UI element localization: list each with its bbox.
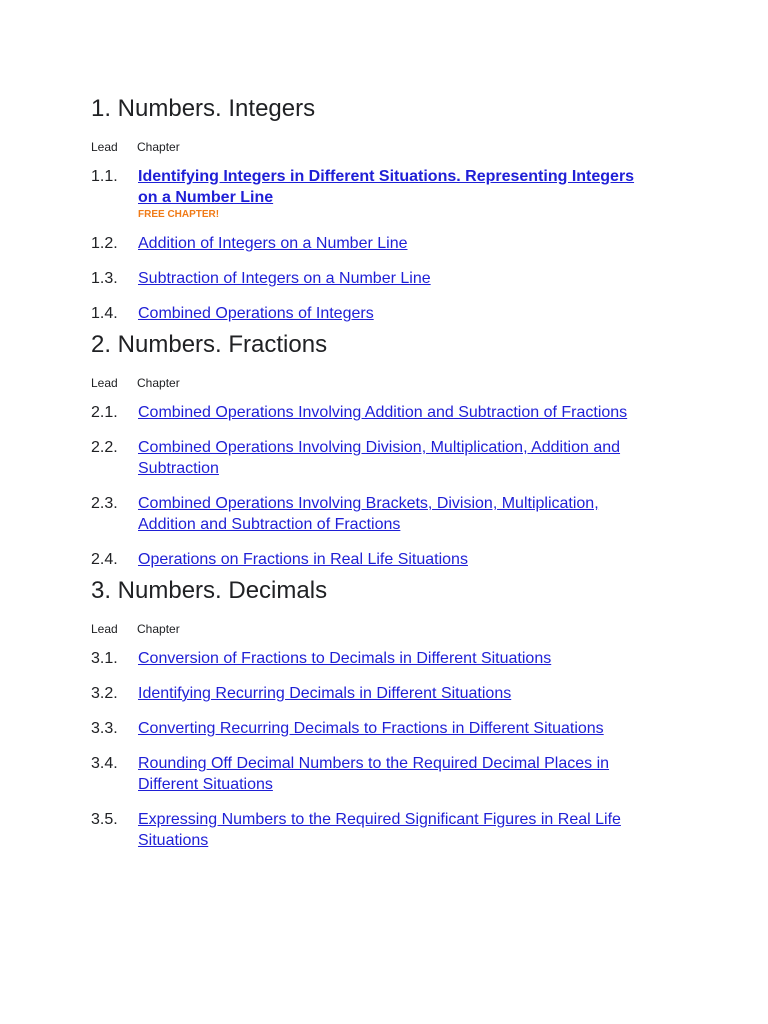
- column-chapter-label: Chapter: [137, 376, 180, 390]
- chapter-link[interactable]: Operations on Fractions in Real Life Situations: [138, 551, 468, 568]
- chapter-number: 1.1.: [91, 168, 118, 185]
- column-header: [91, 140, 651, 154]
- chapter-link[interactable]: Subtraction of Integers on a Number Line: [138, 270, 431, 287]
- chapter-link[interactable]: Combined Operations Involving Brackets, Division, Multiplication, Addition and Subtraction of Fractions: [138, 495, 599, 533]
- section-fractions: [91, 328, 651, 570]
- column-header: [91, 376, 651, 390]
- section-integers: [91, 92, 651, 324]
- chapter-link[interactable]: Converting Recurring Decimals to Fractions in Different Situations: [138, 720, 604, 737]
- chapter-link[interactable]: Identifying Integers in Different Situations. Representing Integers on a Number Line: [138, 168, 635, 206]
- chapter-number: 2.1.: [91, 404, 118, 421]
- section-decimals: [91, 574, 651, 851]
- chapter-link[interactable]: Combined Operations of Integers: [138, 305, 374, 322]
- chapter-link[interactable]: Identifying Recurring Decimals in Different Situations: [138, 685, 512, 702]
- chapter-item: [91, 268, 651, 289]
- chapter-link[interactable]: Conversion of Fractions to Decimals in Different Situations: [138, 650, 552, 667]
- free-chapter-badge: FREE CHAPTER!: [138, 209, 220, 220]
- chapter-item: [91, 493, 651, 535]
- chapter-list: [91, 92, 651, 865]
- chapter-number: 3.3.: [91, 720, 118, 737]
- chapter-item: [91, 648, 651, 669]
- chapter-item: [91, 166, 651, 221]
- column-chapter-label: Chapter: [137, 622, 180, 636]
- chapter-number: 3.2.: [91, 685, 118, 702]
- section-title: 2. Numbers. Fractions: [91, 331, 328, 358]
- chapter-link[interactable]: Rounding Off Decimal Numbers to the Required Decimal Places in Different Situations: [138, 755, 610, 793]
- chapter-link[interactable]: Combined Operations Involving Division, Multiplication, Addition and Subtraction: [138, 439, 621, 477]
- section-title: 3. Numbers. Decimals: [91, 577, 328, 604]
- chapter-number: 2.4.: [91, 551, 118, 568]
- chapter-item: [91, 549, 651, 570]
- chapter-item: [91, 303, 651, 324]
- chapter-number: 1.2.: [91, 235, 118, 252]
- column-lead-label: Lead: [91, 376, 118, 390]
- column-header: [91, 622, 651, 636]
- chapter-item: [91, 402, 651, 423]
- chapter-item: [91, 233, 651, 254]
- chapter-number: 3.4.: [91, 755, 118, 772]
- chapter-number: 2.2.: [91, 439, 118, 456]
- column-lead-label: Lead: [91, 622, 118, 636]
- column-lead-label: Lead: [91, 140, 118, 154]
- chapter-link[interactable]: Addition of Integers on a Number Line: [138, 235, 408, 252]
- chapter-number: 2.3.: [91, 495, 118, 512]
- chapter-item: [91, 718, 651, 739]
- section-title: 1. Numbers. Integers: [91, 95, 316, 122]
- chapter-link[interactable]: Combined Operations Involving Addition and Subtraction of Fractions: [138, 404, 628, 421]
- chapter-item: [91, 437, 651, 479]
- chapter-item: [91, 809, 651, 851]
- chapter-item: [91, 753, 651, 795]
- chapter-link[interactable]: Expressing Numbers to the Required Significant Figures in Real Life Situations: [138, 811, 621, 849]
- chapter-number: 3.5.: [91, 811, 118, 828]
- chapter-number: 1.4.: [91, 305, 118, 322]
- chapter-number: 1.3.: [91, 270, 118, 287]
- chapter-item: [91, 683, 651, 704]
- chapter-number: 3.1.: [91, 650, 118, 667]
- column-chapter-label: Chapter: [137, 140, 180, 154]
